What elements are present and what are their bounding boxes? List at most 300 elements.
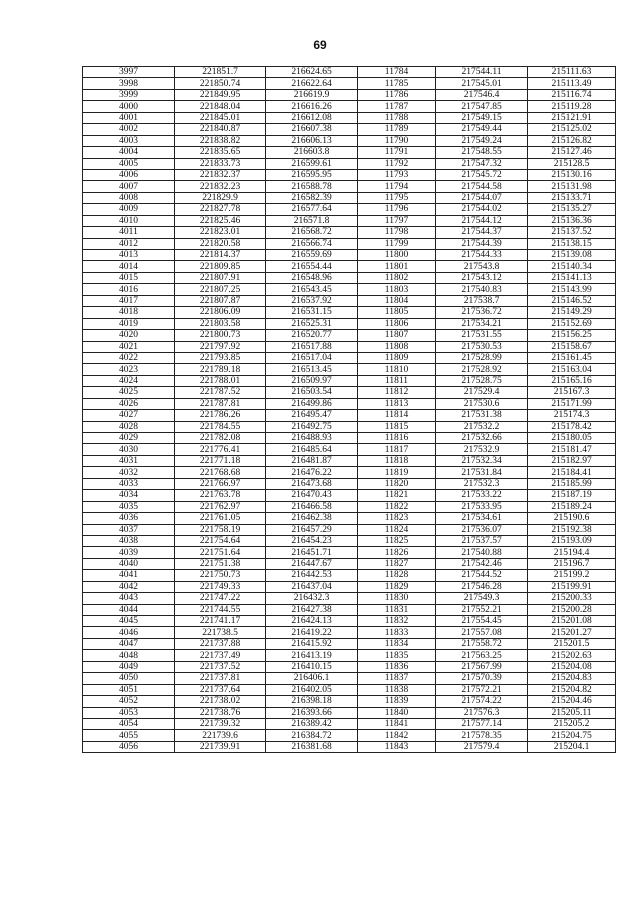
point-number-right-cell: 11803 xyxy=(358,284,436,295)
y-coordinate-left-cell: 216513.45 xyxy=(266,364,358,375)
x-coordinate-right-cell: 217543.12 xyxy=(436,272,528,283)
point-number-left-cell: 4018 xyxy=(83,307,175,318)
x-coordinate-left-cell: 221776.41 xyxy=(175,444,266,455)
y-coordinate-right-cell: 215202.63 xyxy=(528,650,616,661)
y-coordinate-right-cell: 215137.52 xyxy=(528,227,616,238)
y-coordinate-left-cell: 216568.72 xyxy=(266,227,358,238)
x-coordinate-right-cell: 217544.02 xyxy=(436,204,528,215)
point-number-left-cell: 4035 xyxy=(83,501,175,512)
point-number-left-cell: 4015 xyxy=(83,272,175,283)
table-row xyxy=(83,410,616,421)
x-coordinate-left-cell: 221827.78 xyxy=(175,204,266,215)
x-coordinate-left-cell: 221840.87 xyxy=(175,124,266,135)
x-coordinate-right-cell: 217532.66 xyxy=(436,433,528,444)
x-coordinate-left-cell: 221851.7 xyxy=(175,67,266,78)
x-coordinate-left-cell: 221789.18 xyxy=(175,364,266,375)
table-row xyxy=(83,295,616,306)
point-number-left-cell: 4050 xyxy=(83,673,175,684)
y-coordinate-left-cell: 216451.71 xyxy=(266,547,358,558)
point-number-right-cell: 11834 xyxy=(358,638,436,649)
table-row xyxy=(83,593,616,604)
point-number-left-cell: 4053 xyxy=(83,707,175,718)
x-coordinate-right-cell: 217549.24 xyxy=(436,135,528,146)
y-coordinate-left-cell: 216520.77 xyxy=(266,330,358,341)
x-coordinate-right-cell: 217537.57 xyxy=(436,535,528,546)
point-number-left-cell: 4009 xyxy=(83,204,175,215)
y-coordinate-right-cell: 215139.08 xyxy=(528,250,616,261)
y-coordinate-left-cell: 216492.75 xyxy=(266,421,358,432)
y-coordinate-right-cell: 215111.63 xyxy=(528,67,616,78)
y-coordinate-right-cell: 215192.38 xyxy=(528,524,616,535)
x-coordinate-right-cell: 217542.46 xyxy=(436,558,528,569)
table-row xyxy=(83,524,616,535)
x-coordinate-left-cell: 221797.92 xyxy=(175,341,266,352)
y-coordinate-left-cell: 216470.43 xyxy=(266,490,358,501)
x-coordinate-left-cell: 221849.95 xyxy=(175,89,266,100)
y-coordinate-left-cell: 216606.13 xyxy=(266,135,358,146)
y-coordinate-left-cell: 216447.67 xyxy=(266,558,358,569)
x-coordinate-right-cell: 217531.38 xyxy=(436,410,528,421)
table-row xyxy=(83,398,616,409)
point-number-left-cell: 4041 xyxy=(83,570,175,581)
y-coordinate-right-cell: 215194.4 xyxy=(528,547,616,558)
point-number-left-cell: 4011 xyxy=(83,227,175,238)
point-number-right-cell: 11785 xyxy=(358,78,436,89)
point-number-right-cell: 11784 xyxy=(358,67,436,78)
x-coordinate-right-cell: 217544.12 xyxy=(436,215,528,226)
x-coordinate-left-cell: 221737.88 xyxy=(175,638,266,649)
y-coordinate-left-cell: 216473.68 xyxy=(266,478,358,489)
x-coordinate-left-cell: 221806.09 xyxy=(175,307,266,318)
point-number-left-cell: 4002 xyxy=(83,124,175,135)
y-coordinate-right-cell: 215200.28 xyxy=(528,604,616,615)
table-row xyxy=(83,227,616,238)
point-number-right-cell: 11840 xyxy=(358,707,436,718)
x-coordinate-left-cell: 221848.04 xyxy=(175,101,266,112)
y-coordinate-left-cell: 216571.8 xyxy=(266,215,358,226)
point-number-left-cell: 4052 xyxy=(83,696,175,707)
point-number-left-cell: 4028 xyxy=(83,421,175,432)
x-coordinate-right-cell: 217549.15 xyxy=(436,112,528,123)
y-coordinate-right-cell: 215180.05 xyxy=(528,433,616,444)
y-coordinate-right-cell: 215141.13 xyxy=(528,272,616,283)
point-number-left-cell: 4054 xyxy=(83,718,175,729)
x-coordinate-left-cell: 221739.6 xyxy=(175,730,266,741)
x-coordinate-right-cell: 217533.95 xyxy=(436,501,528,512)
table-row xyxy=(83,204,616,215)
table-row xyxy=(83,558,616,569)
y-coordinate-left-cell: 216616.26 xyxy=(266,101,358,112)
table-row xyxy=(83,604,616,615)
x-coordinate-right-cell: 217534.21 xyxy=(436,318,528,329)
table-row xyxy=(83,78,616,89)
x-coordinate-left-cell: 221807.87 xyxy=(175,295,266,306)
table-row xyxy=(83,284,616,295)
y-coordinate-right-cell: 215119.28 xyxy=(528,101,616,112)
y-coordinate-left-cell: 216517.88 xyxy=(266,341,358,352)
x-coordinate-left-cell: 221786.26 xyxy=(175,410,266,421)
x-coordinate-left-cell: 221832.37 xyxy=(175,169,266,180)
y-coordinate-right-cell: 215130.16 xyxy=(528,169,616,180)
point-number-right-cell: 11843 xyxy=(358,741,436,752)
table-row xyxy=(83,330,616,341)
x-coordinate-right-cell: 217540.88 xyxy=(436,547,528,558)
x-coordinate-right-cell: 217544.37 xyxy=(436,227,528,238)
y-coordinate-left-cell: 216548.96 xyxy=(266,272,358,283)
point-number-right-cell: 11822 xyxy=(358,501,436,512)
point-number-right-cell: 11825 xyxy=(358,535,436,546)
point-number-right-cell: 11807 xyxy=(358,330,436,341)
point-number-left-cell: 4049 xyxy=(83,661,175,672)
point-number-left-cell: 4023 xyxy=(83,364,175,375)
y-coordinate-right-cell: 215127.46 xyxy=(528,147,616,158)
x-coordinate-left-cell: 221761.05 xyxy=(175,513,266,524)
table-row xyxy=(83,661,616,672)
y-coordinate-left-cell: 216525.31 xyxy=(266,318,358,329)
point-number-left-cell: 4030 xyxy=(83,444,175,455)
x-coordinate-left-cell: 221749.33 xyxy=(175,581,266,592)
y-coordinate-left-cell: 216389.42 xyxy=(266,718,358,729)
point-number-right-cell: 11841 xyxy=(358,718,436,729)
x-coordinate-right-cell: 217528.75 xyxy=(436,375,528,386)
y-coordinate-right-cell: 215158.67 xyxy=(528,341,616,352)
y-coordinate-right-cell: 215189.24 xyxy=(528,501,616,512)
x-coordinate-right-cell: 217545.72 xyxy=(436,169,528,180)
coordinates-table xyxy=(82,66,616,753)
x-coordinate-left-cell: 221787.81 xyxy=(175,398,266,409)
x-coordinate-left-cell: 221832.23 xyxy=(175,181,266,192)
y-coordinate-left-cell: 216495.47 xyxy=(266,410,358,421)
x-coordinate-left-cell: 221820.58 xyxy=(175,238,266,249)
point-number-left-cell: 4047 xyxy=(83,638,175,649)
y-coordinate-left-cell: 216499.86 xyxy=(266,398,358,409)
point-number-left-cell: 4007 xyxy=(83,181,175,192)
y-coordinate-right-cell: 215185.99 xyxy=(528,478,616,489)
y-coordinate-left-cell: 216577.64 xyxy=(266,204,358,215)
y-coordinate-left-cell: 216509.97 xyxy=(266,375,358,386)
table-row xyxy=(83,307,616,318)
y-coordinate-left-cell: 216481.87 xyxy=(266,455,358,466)
point-number-left-cell: 3997 xyxy=(83,67,175,78)
point-number-left-cell: 4042 xyxy=(83,581,175,592)
x-coordinate-right-cell: 217534.61 xyxy=(436,513,528,524)
point-number-left-cell: 4021 xyxy=(83,341,175,352)
x-coordinate-left-cell: 221807.25 xyxy=(175,284,266,295)
y-coordinate-right-cell: 215138.15 xyxy=(528,238,616,249)
point-number-left-cell: 4004 xyxy=(83,147,175,158)
x-coordinate-right-cell: 217531.55 xyxy=(436,330,528,341)
x-coordinate-left-cell: 221835.65 xyxy=(175,147,266,158)
point-number-left-cell: 4036 xyxy=(83,513,175,524)
table-row xyxy=(83,638,616,649)
x-coordinate-right-cell: 217546.4 xyxy=(436,89,528,100)
point-number-left-cell: 4033 xyxy=(83,478,175,489)
y-coordinate-right-cell: 215113.49 xyxy=(528,78,616,89)
x-coordinate-right-cell: 217579.4 xyxy=(436,741,528,752)
point-number-left-cell: 4022 xyxy=(83,352,175,363)
table-row xyxy=(83,455,616,466)
x-coordinate-right-cell: 217544.33 xyxy=(436,250,528,261)
point-number-left-cell: 3998 xyxy=(83,78,175,89)
y-coordinate-right-cell: 215196.7 xyxy=(528,558,616,569)
y-coordinate-right-cell: 215204.82 xyxy=(528,684,616,695)
x-coordinate-right-cell: 217547.85 xyxy=(436,101,528,112)
point-number-left-cell: 4006 xyxy=(83,169,175,180)
y-coordinate-left-cell: 216437.04 xyxy=(266,581,358,592)
x-coordinate-left-cell: 221850.74 xyxy=(175,78,266,89)
table-row xyxy=(83,730,616,741)
point-number-left-cell: 4046 xyxy=(83,627,175,638)
table-row xyxy=(83,718,616,729)
x-coordinate-right-cell: 217528.92 xyxy=(436,364,528,375)
table-row xyxy=(83,444,616,455)
y-coordinate-left-cell: 216517.04 xyxy=(266,352,358,363)
table-row xyxy=(83,318,616,329)
y-coordinate-left-cell: 216393.66 xyxy=(266,707,358,718)
x-coordinate-right-cell: 217546.28 xyxy=(436,581,528,592)
y-coordinate-left-cell: 216531.15 xyxy=(266,307,358,318)
point-number-right-cell: 11837 xyxy=(358,673,436,684)
y-coordinate-right-cell: 215201.27 xyxy=(528,627,616,638)
point-number-right-cell: 11830 xyxy=(358,593,436,604)
point-number-right-cell: 11824 xyxy=(358,524,436,535)
point-number-left-cell: 4043 xyxy=(83,593,175,604)
x-coordinate-left-cell: 221763.78 xyxy=(175,490,266,501)
x-coordinate-right-cell: 217549.44 xyxy=(436,124,528,135)
y-coordinate-left-cell: 216582.39 xyxy=(266,192,358,203)
point-number-right-cell: 11818 xyxy=(358,455,436,466)
y-coordinate-left-cell: 216454.23 xyxy=(266,535,358,546)
x-coordinate-left-cell: 221800.73 xyxy=(175,330,266,341)
table-row xyxy=(83,616,616,627)
y-coordinate-left-cell: 216415.92 xyxy=(266,638,358,649)
point-number-left-cell: 4013 xyxy=(83,250,175,261)
point-number-left-cell: 4029 xyxy=(83,433,175,444)
table-row xyxy=(83,684,616,695)
x-coordinate-left-cell: 221758.19 xyxy=(175,524,266,535)
x-coordinate-left-cell: 221838.82 xyxy=(175,135,266,146)
point-number-left-cell: 4000 xyxy=(83,101,175,112)
y-coordinate-left-cell: 216406.1 xyxy=(266,673,358,684)
y-coordinate-right-cell: 215193.09 xyxy=(528,535,616,546)
table-row xyxy=(83,535,616,546)
y-coordinate-right-cell: 215116.74 xyxy=(528,89,616,100)
x-coordinate-left-cell: 221768.68 xyxy=(175,467,266,478)
y-coordinate-left-cell: 216485.64 xyxy=(266,444,358,455)
table-row xyxy=(83,364,616,375)
x-coordinate-left-cell: 221751.38 xyxy=(175,558,266,569)
point-number-left-cell: 4045 xyxy=(83,616,175,627)
table-row xyxy=(83,101,616,112)
y-coordinate-right-cell: 215149.29 xyxy=(528,307,616,318)
y-coordinate-right-cell: 215190.6 xyxy=(528,513,616,524)
point-number-right-cell: 11798 xyxy=(358,227,436,238)
point-number-right-cell: 11821 xyxy=(358,490,436,501)
point-number-right-cell: 11842 xyxy=(358,730,436,741)
y-coordinate-right-cell: 215152.69 xyxy=(528,318,616,329)
table-row xyxy=(83,490,616,501)
table-row xyxy=(83,421,616,432)
table-row xyxy=(83,513,616,524)
point-number-right-cell: 11827 xyxy=(358,558,436,569)
x-coordinate-left-cell: 221738.02 xyxy=(175,696,266,707)
point-number-left-cell: 4020 xyxy=(83,330,175,341)
table-row xyxy=(83,89,616,100)
x-coordinate-right-cell: 217531.84 xyxy=(436,467,528,478)
y-coordinate-right-cell: 215178.42 xyxy=(528,421,616,432)
point-number-left-cell: 3999 xyxy=(83,89,175,100)
point-number-left-cell: 4031 xyxy=(83,455,175,466)
x-coordinate-left-cell: 221741.17 xyxy=(175,616,266,627)
point-number-left-cell: 4001 xyxy=(83,112,175,123)
x-coordinate-right-cell: 217538.7 xyxy=(436,295,528,306)
point-number-left-cell: 4019 xyxy=(83,318,175,329)
x-coordinate-right-cell: 217567.99 xyxy=(436,661,528,672)
y-coordinate-left-cell: 216427.38 xyxy=(266,604,358,615)
x-coordinate-left-cell: 221782.08 xyxy=(175,433,266,444)
table-row xyxy=(83,261,616,272)
y-coordinate-right-cell: 215204.1 xyxy=(528,741,616,752)
table-row xyxy=(83,215,616,226)
table-row xyxy=(83,570,616,581)
point-number-right-cell: 11790 xyxy=(358,135,436,146)
y-coordinate-left-cell: 216622.64 xyxy=(266,78,358,89)
x-coordinate-left-cell: 221737.52 xyxy=(175,661,266,672)
y-coordinate-right-cell: 215131.98 xyxy=(528,181,616,192)
table-row xyxy=(83,67,616,78)
x-coordinate-left-cell: 221751.64 xyxy=(175,547,266,558)
table-row xyxy=(83,158,616,169)
point-number-right-cell: 11813 xyxy=(358,398,436,409)
point-number-left-cell: 4055 xyxy=(83,730,175,741)
x-coordinate-left-cell: 221829.9 xyxy=(175,192,266,203)
x-coordinate-right-cell: 217536.07 xyxy=(436,524,528,535)
y-coordinate-left-cell: 216624.65 xyxy=(266,67,358,78)
point-number-right-cell: 11791 xyxy=(358,147,436,158)
x-coordinate-right-cell: 217549.3 xyxy=(436,593,528,604)
point-number-right-cell: 11797 xyxy=(358,215,436,226)
x-coordinate-right-cell: 217554.45 xyxy=(436,616,528,627)
x-coordinate-left-cell: 221739.91 xyxy=(175,741,266,752)
point-number-left-cell: 4008 xyxy=(83,192,175,203)
table-row xyxy=(83,147,616,158)
y-coordinate-left-cell: 216442.53 xyxy=(266,570,358,581)
y-coordinate-right-cell: 215128.5 xyxy=(528,158,616,169)
table-row xyxy=(83,581,616,592)
y-coordinate-right-cell: 215136.36 xyxy=(528,215,616,226)
x-coordinate-right-cell: 217528.99 xyxy=(436,352,528,363)
table-row xyxy=(83,627,616,638)
y-coordinate-right-cell: 215174.3 xyxy=(528,410,616,421)
point-number-left-cell: 4012 xyxy=(83,238,175,249)
y-coordinate-left-cell: 216432.3 xyxy=(266,593,358,604)
point-number-left-cell: 4014 xyxy=(83,261,175,272)
point-number-right-cell: 11786 xyxy=(358,89,436,100)
point-number-left-cell: 4038 xyxy=(83,535,175,546)
table-row xyxy=(83,696,616,707)
y-coordinate-left-cell: 216398.18 xyxy=(266,696,358,707)
table-row xyxy=(83,169,616,180)
table-row xyxy=(83,387,616,398)
point-number-left-cell: 4044 xyxy=(83,604,175,615)
x-coordinate-right-cell: 217547.32 xyxy=(436,158,528,169)
point-number-right-cell: 11833 xyxy=(358,627,436,638)
x-coordinate-left-cell: 221787.52 xyxy=(175,387,266,398)
x-coordinate-right-cell: 217530.53 xyxy=(436,341,528,352)
table-row xyxy=(83,250,616,261)
y-coordinate-right-cell: 215133.71 xyxy=(528,192,616,203)
point-number-right-cell: 11829 xyxy=(358,581,436,592)
y-coordinate-right-cell: 215204.08 xyxy=(528,661,616,672)
point-number-right-cell: 11819 xyxy=(358,467,436,478)
point-number-left-cell: 4037 xyxy=(83,524,175,535)
y-coordinate-right-cell: 215204.75 xyxy=(528,730,616,741)
point-number-right-cell: 11820 xyxy=(358,478,436,489)
y-coordinate-left-cell: 216381.68 xyxy=(266,741,358,752)
y-coordinate-right-cell: 215171.99 xyxy=(528,398,616,409)
x-coordinate-right-cell: 217529.4 xyxy=(436,387,528,398)
point-number-left-cell: 4048 xyxy=(83,650,175,661)
table-row xyxy=(83,192,616,203)
x-coordinate-left-cell: 221737.49 xyxy=(175,650,266,661)
table-row xyxy=(83,181,616,192)
point-number-left-cell: 4040 xyxy=(83,558,175,569)
y-coordinate-right-cell: 215204.83 xyxy=(528,673,616,684)
point-number-left-cell: 4005 xyxy=(83,158,175,169)
x-coordinate-right-cell: 217570.39 xyxy=(436,673,528,684)
y-coordinate-left-cell: 216619.9 xyxy=(266,89,358,100)
y-coordinate-left-cell: 216543.45 xyxy=(266,284,358,295)
x-coordinate-left-cell: 221788.01 xyxy=(175,375,266,386)
table-row xyxy=(83,741,616,752)
y-coordinate-left-cell: 216457.29 xyxy=(266,524,358,535)
point-number-right-cell: 11789 xyxy=(358,124,436,135)
table-row xyxy=(83,547,616,558)
table-row xyxy=(83,135,616,146)
x-coordinate-left-cell: 221747.22 xyxy=(175,593,266,604)
point-number-right-cell: 11804 xyxy=(358,295,436,306)
y-coordinate-right-cell: 215167.3 xyxy=(528,387,616,398)
point-number-left-cell: 4039 xyxy=(83,547,175,558)
y-coordinate-right-cell: 215199.91 xyxy=(528,581,616,592)
x-coordinate-left-cell: 221737.64 xyxy=(175,684,266,695)
x-coordinate-right-cell: 217572.21 xyxy=(436,684,528,695)
x-coordinate-left-cell: 221807.91 xyxy=(175,272,266,283)
x-coordinate-right-cell: 217544.52 xyxy=(436,570,528,581)
x-coordinate-left-cell: 221771.18 xyxy=(175,455,266,466)
y-coordinate-right-cell: 215181.47 xyxy=(528,444,616,455)
table-row xyxy=(83,467,616,478)
y-coordinate-left-cell: 216607.38 xyxy=(266,124,358,135)
point-number-right-cell: 11815 xyxy=(358,421,436,432)
point-number-right-cell: 11795 xyxy=(358,192,436,203)
x-coordinate-right-cell: 217577.14 xyxy=(436,718,528,729)
y-coordinate-left-cell: 216588.78 xyxy=(266,181,358,192)
y-coordinate-right-cell: 215163.04 xyxy=(528,364,616,375)
y-coordinate-left-cell: 216410.15 xyxy=(266,661,358,672)
x-coordinate-left-cell: 221738.5 xyxy=(175,627,266,638)
x-coordinate-right-cell: 217532.2 xyxy=(436,421,528,432)
x-coordinate-right-cell: 217532.3 xyxy=(436,478,528,489)
x-coordinate-right-cell: 217557.08 xyxy=(436,627,528,638)
point-number-left-cell: 4027 xyxy=(83,410,175,421)
x-coordinate-left-cell: 221737.81 xyxy=(175,673,266,684)
y-coordinate-left-cell: 216384.72 xyxy=(266,730,358,741)
point-number-left-cell: 4016 xyxy=(83,284,175,295)
x-coordinate-left-cell: 221814.37 xyxy=(175,250,266,261)
y-coordinate-left-cell: 216554.44 xyxy=(266,261,358,272)
y-coordinate-right-cell: 215200.33 xyxy=(528,593,616,604)
